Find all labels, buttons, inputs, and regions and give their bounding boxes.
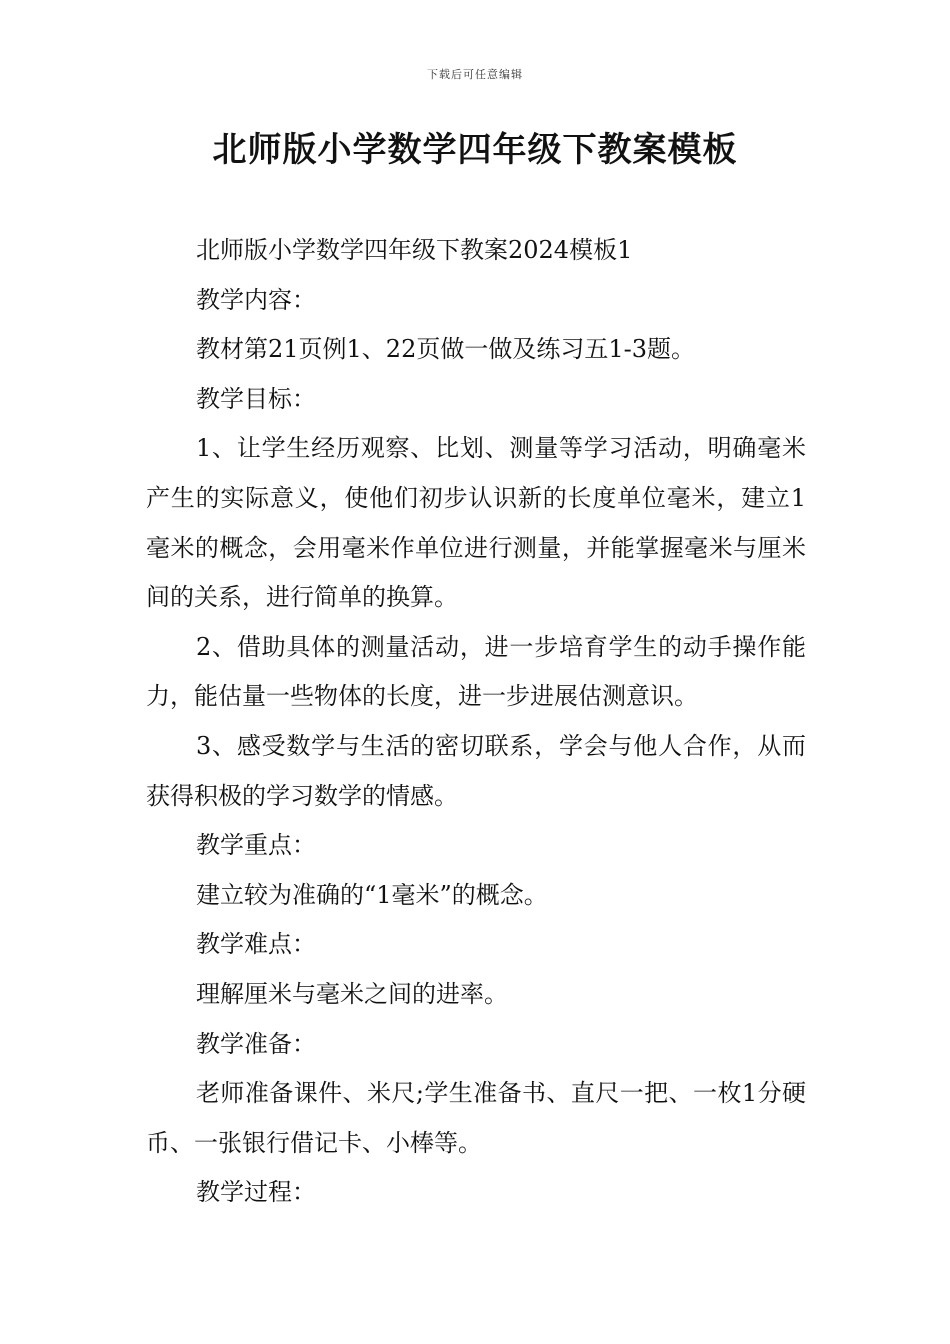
document-title: 北师版小学数学四年级下教案模板: [212, 130, 738, 170]
paragraph-preparation-heading: 教学准备：: [196, 1029, 316, 1058]
paragraph-objective-3: 3、感受数学与生活的密切联系，学会与他人合作，从而获得积极的学习数学的情感。: [146, 731, 806, 810]
paragraph-key-point: 建立较为准确的“1毫米”的概念。: [196, 880, 548, 909]
paragraph-content-heading: 教学内容：: [196, 285, 316, 314]
paragraph-difficulty-heading: 教学难点：: [196, 930, 316, 959]
paragraph-objective-2: 2、借助具体的测量活动，进一步培育学生的动手操作能力，能估量一些物体的长度，进一步进展估测意识。: [146, 632, 806, 711]
paragraph-process-heading: 教学过程：: [196, 1178, 316, 1207]
document-body: [146, 226, 806, 1218]
paragraph-objective-1: 1、让学生经历观察、比划、测量等学习活动，明确毫米产生的实际意义，使他们初步认识新的长度单位毫米，建立1毫米的概念，会用毫米作单位进行测量，并能掌握毫米与厘米间的关系，进行简单的换算。: [146, 434, 806, 612]
header-note: 下载后可任意编辑: [427, 68, 523, 81]
paragraph-difficulty: 理解厘米与毫米之间的进率。: [196, 979, 508, 1008]
paragraph-preparation: 老师准备课件、米尺;学生准备书、直尺一把、一枚1分硬币、一张银行借记卡、小棒等。: [146, 1079, 806, 1157]
paragraph-content: 教材第21页例1、22页做一做及练习五1-3题。: [196, 335, 695, 364]
paragraph-template-heading: 北师版小学数学四年级下教案2024模板1: [196, 236, 633, 264]
paragraph-objectives-heading: 教学目标：: [196, 384, 316, 413]
paragraph-key-point-heading: 教学重点：: [196, 831, 316, 860]
